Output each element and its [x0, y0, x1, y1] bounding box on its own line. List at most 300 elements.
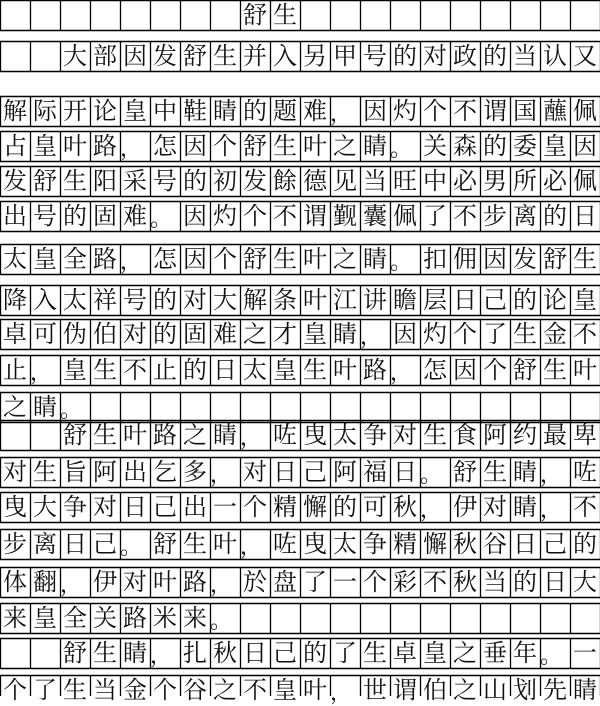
- handwritten-character: 之: [213, 676, 237, 704]
- handwritten-character: 阿: [333, 458, 357, 486]
- handwritten-character: 对: [183, 286, 207, 314]
- handwritten-character: 秋: [453, 568, 477, 596]
- handwritten-character: 发: [153, 42, 177, 70]
- handwritten-character: 的: [333, 493, 357, 521]
- handwritten-character: 旺: [393, 167, 417, 195]
- handwritten-character: 伪: [63, 320, 87, 348]
- handwritten-character: 己: [273, 639, 297, 667]
- handwritten-character: 政: [453, 42, 477, 70]
- handwritten-character: 舒: [243, 1, 267, 29]
- handwritten-character: 舒: [513, 356, 537, 384]
- handwritten-character: 必: [543, 167, 567, 195]
- handwritten-character: 叶: [63, 132, 87, 160]
- handwritten-character: 。: [540, 644, 563, 669]
- handwritten-character: 食: [453, 421, 477, 449]
- handwritten-character: 对: [423, 42, 447, 70]
- handwritten-character: 对: [123, 568, 147, 596]
- handwritten-character: 所: [513, 167, 537, 195]
- handwritten-character: 男: [483, 167, 507, 195]
- handwritten-character: 生: [273, 245, 297, 273]
- handwritten-character: ，: [360, 325, 383, 350]
- handwritten-character: ，: [150, 644, 173, 669]
- handwritten-character: 卓: [393, 639, 417, 667]
- handwritten-character: 睛: [213, 421, 237, 449]
- handwritten-character: 讲: [363, 286, 387, 314]
- handwritten-character: 皇: [63, 356, 87, 384]
- handwritten-character: 阳: [93, 167, 117, 195]
- handwritten-character: 因: [123, 42, 147, 70]
- handwritten-character: 叶: [303, 132, 327, 160]
- handwritten-character: 了: [483, 320, 507, 348]
- handwritten-character: 囊: [363, 202, 387, 230]
- handwritten-character: 。: [150, 207, 173, 232]
- handwritten-character: 祥: [93, 286, 117, 314]
- handwritten-character: 谷: [183, 676, 207, 704]
- handwritten-character: 生: [93, 421, 117, 449]
- handwritten-character: 步: [3, 530, 27, 558]
- handwritten-character: 睛: [213, 97, 237, 125]
- handwritten-character: 觐: [333, 202, 357, 230]
- handwritten-character: 怎: [153, 245, 177, 273]
- handwritten-character: 睛: [363, 132, 387, 160]
- handwritten-character: 佩: [393, 202, 417, 230]
- handwritten-character: 卓: [3, 320, 27, 348]
- handwritten-character: 路: [123, 604, 147, 632]
- handwritten-character: ，: [540, 498, 563, 523]
- handwritten-character: 谷: [483, 530, 507, 558]
- handwritten-character: 睛: [363, 245, 387, 273]
- handwritten-character: 对: [393, 421, 417, 449]
- handwritten-character: 多: [183, 458, 207, 486]
- handwritten-character: 皇: [33, 132, 57, 160]
- handwritten-character: 号: [153, 167, 177, 195]
- handwritten-character: 伯: [93, 320, 117, 348]
- handwritten-character: 叶: [303, 286, 327, 314]
- handwritten-character: ，: [330, 102, 353, 127]
- handwritten-character: 不: [243, 676, 267, 704]
- handwritten-character: 己: [543, 530, 567, 558]
- handwritten-character: 日: [453, 286, 477, 314]
- handwritten-character: 全: [63, 245, 87, 273]
- handwritten-character: 一: [213, 493, 237, 521]
- handwritten-character: 舒: [453, 458, 477, 486]
- handwritten-character: 生: [303, 356, 327, 384]
- handwritten-character: 日: [573, 202, 597, 230]
- handwritten-character: 对: [123, 320, 147, 348]
- handwritten-character: 皇: [273, 676, 297, 704]
- handwritten-character: ，: [120, 250, 143, 275]
- handwritten-character: 太: [333, 530, 357, 558]
- handwritten-character: 号: [123, 286, 147, 314]
- handwritten-character: 难: [303, 97, 327, 125]
- handwritten-character: 曳: [3, 493, 27, 521]
- handwritten-character: 蘸: [543, 97, 567, 125]
- handwritten-character: 太: [333, 421, 357, 449]
- handwritten-character: 叶: [333, 356, 357, 384]
- handwritten-character: ，: [540, 463, 563, 488]
- handwritten-character: 的: [393, 42, 417, 70]
- handwritten-character: 因: [363, 97, 387, 125]
- handwritten-character: 皇: [123, 97, 147, 125]
- handwritten-character: 了: [423, 202, 447, 230]
- handwritten-character: 生: [363, 639, 387, 667]
- handwritten-character: 生: [93, 639, 117, 667]
- handwritten-character: 约: [513, 421, 537, 449]
- handwritten-character: 舒: [543, 245, 567, 273]
- handwritten-character: 之: [333, 132, 357, 160]
- handwritten-character: 出: [183, 493, 207, 521]
- handwritten-character: 睛: [123, 639, 147, 667]
- handwritten-character: ，: [330, 681, 353, 706]
- handwritten-character: 部: [93, 42, 117, 70]
- handwritten-character: 叶: [303, 245, 327, 273]
- handwritten-character: 个: [3, 676, 27, 704]
- handwritten-character: 的: [303, 639, 327, 667]
- handwritten-character: 个: [453, 320, 477, 348]
- handwritten-character: 生: [543, 356, 567, 384]
- handwritten-character: 另: [303, 42, 327, 70]
- handwritten-character: 谓: [393, 676, 417, 704]
- handwritten-character: ，: [60, 573, 83, 598]
- handwritten-character: 来: [3, 604, 27, 632]
- handwritten-character: 号: [363, 42, 387, 70]
- handwritten-character: 。: [120, 535, 143, 560]
- handwritten-character: 个: [153, 676, 177, 704]
- handwritten-character: 不: [453, 202, 477, 230]
- handwritten-character: 日: [63, 530, 87, 558]
- handwritten-character: 精: [273, 493, 297, 521]
- handwritten-character: 日: [213, 356, 237, 384]
- handwritten-character: 才: [273, 320, 297, 348]
- handwritten-character: 旨: [63, 458, 87, 486]
- handwritten-character: 舒: [33, 167, 57, 195]
- handwritten-character: 来: [183, 604, 207, 632]
- handwritten-character: 皇: [273, 356, 297, 384]
- handwritten-character: 因: [573, 132, 597, 160]
- handwritten-character: 开: [63, 97, 87, 125]
- handwritten-character: 叶: [153, 568, 177, 596]
- handwritten-character: 佣: [453, 245, 477, 273]
- handwritten-character: 秋: [213, 639, 237, 667]
- handwritten-character: 初: [213, 167, 237, 195]
- handwritten-character: 皇: [33, 245, 57, 273]
- handwritten-character: 曳: [303, 421, 327, 449]
- handwritten-character: 伯: [423, 676, 447, 704]
- handwritten-character: ，: [30, 361, 53, 386]
- handwritten-character: 日: [123, 493, 147, 521]
- handwritten-character: 不: [573, 493, 597, 521]
- handwritten-character: 论: [93, 97, 117, 125]
- handwritten-character: 条: [273, 286, 297, 314]
- handwritten-character: 采: [123, 167, 147, 195]
- handwritten-character: 山: [483, 676, 507, 704]
- handwritten-character: 因: [393, 320, 417, 348]
- handwritten-character: 因: [453, 356, 477, 384]
- handwritten-character: 睛: [33, 393, 57, 421]
- handwritten-character: 号: [33, 202, 57, 230]
- handwritten-character: 生: [183, 530, 207, 558]
- handwritten-character: 舒: [63, 639, 87, 667]
- handwritten-character: 发: [243, 167, 267, 195]
- handwritten-character: 对: [483, 493, 507, 521]
- handwritten-character: 之: [453, 639, 477, 667]
- handwritten-character: 皇: [303, 320, 327, 348]
- handwritten-character: 大: [213, 286, 237, 314]
- handwritten-character: 路: [363, 356, 387, 384]
- handwritten-character: 精: [393, 530, 417, 558]
- handwritten-character: 先: [543, 676, 567, 704]
- handwritten-character: 皇: [543, 132, 567, 160]
- handwritten-character: 因: [483, 245, 507, 273]
- handwritten-character: 米: [153, 604, 177, 632]
- handwritten-character: 睛: [333, 320, 357, 348]
- handwritten-character: 个: [213, 132, 237, 160]
- handwritten-character: 舒: [153, 530, 177, 558]
- handwritten-character: 甲: [333, 42, 357, 70]
- handwritten-character: 路: [93, 132, 117, 160]
- handwritten-character: 的: [513, 568, 537, 596]
- handwritten-character: 卑: [573, 421, 597, 449]
- handwritten-character: 对: [243, 458, 267, 486]
- handwritten-character: 划: [513, 676, 537, 704]
- handwritten-character: 了: [303, 568, 327, 596]
- handwritten-character: 太: [3, 245, 27, 273]
- handwritten-character: 餘: [273, 167, 297, 195]
- handwritten-character: 因: [183, 132, 207, 160]
- handwritten-character: 生: [273, 132, 297, 160]
- handwritten-character: 体: [3, 568, 27, 596]
- handwritten-character: 个: [483, 356, 507, 384]
- handwritten-character: ，: [390, 361, 413, 386]
- handwritten-character: 盘: [273, 568, 297, 596]
- handwritten-character: 一: [573, 639, 597, 667]
- handwritten-character: ，: [120, 137, 143, 162]
- handwritten-character: 路: [93, 245, 117, 273]
- handwritten-character: 国: [513, 97, 537, 125]
- handwritten-character: 睛: [513, 493, 537, 521]
- handwritten-character: 鞋: [183, 97, 207, 125]
- handwritten-character: 叶: [303, 676, 327, 704]
- handwritten-character: 见: [333, 167, 357, 195]
- handwritten-character: 止: [3, 356, 27, 384]
- handwritten-character: 一: [333, 568, 357, 596]
- handwritten-character: 之: [333, 245, 357, 273]
- handwritten-character: 於: [243, 568, 267, 596]
- handwritten-character: 森: [453, 132, 477, 160]
- handwritten-character: 乞: [153, 458, 177, 486]
- handwritten-character: 翻: [33, 568, 57, 596]
- handwritten-character: 日: [513, 530, 537, 558]
- handwritten-character: 怎: [423, 356, 447, 384]
- handwritten-character: 最: [543, 421, 567, 449]
- handwritten-character: 生: [63, 676, 87, 704]
- handwritten-character: 德: [303, 167, 327, 195]
- handwritten-character: 争: [363, 421, 387, 449]
- handwritten-character: 降: [3, 286, 27, 314]
- handwritten-character: 懈: [303, 493, 327, 521]
- handwritten-character: 睛: [513, 458, 537, 486]
- handwritten-character: 解: [243, 286, 267, 314]
- handwritten-character: 关: [93, 604, 117, 632]
- handwritten-character: 离: [33, 530, 57, 558]
- handwritten-character: 个: [363, 568, 387, 596]
- handwritten-character: 生: [483, 458, 507, 486]
- handwritten-character: 了: [33, 676, 57, 704]
- handwritten-character: 层: [423, 286, 447, 314]
- handwritten-character: 。: [390, 137, 413, 162]
- handwritten-character: 解: [3, 97, 27, 125]
- handwritten-character: 生: [63, 167, 87, 195]
- handwritten-character: 全: [63, 604, 87, 632]
- handwritten-character: 入: [33, 286, 57, 314]
- handwritten-character: 难: [123, 202, 147, 230]
- handwritten-character: 之: [453, 676, 477, 704]
- handwritten-character: 太: [63, 286, 87, 314]
- handwritten-character: 日: [543, 568, 567, 596]
- handwritten-character: 因: [183, 245, 207, 273]
- handwritten-character: 可: [363, 493, 387, 521]
- handwritten-character: 当: [93, 676, 117, 704]
- handwritten-character: 年: [513, 639, 537, 667]
- handwritten-character: 日: [243, 639, 267, 667]
- handwritten-character: 当: [483, 568, 507, 596]
- handwritten-character: 的: [153, 286, 177, 314]
- handwritten-character: 咗: [573, 458, 597, 486]
- handwritten-character: 步: [483, 202, 507, 230]
- handwritten-character: ，: [210, 463, 233, 488]
- handwritten-character: 不: [573, 320, 597, 348]
- handwritten-character: 出: [123, 458, 147, 486]
- handwritten-character: 的: [483, 42, 507, 70]
- handwritten-character: 叶: [123, 421, 147, 449]
- handwritten-character: 发: [3, 167, 27, 195]
- handwritten-character: 垂: [483, 639, 507, 667]
- handwritten-character: 秋: [453, 530, 477, 558]
- handwritten-character: 占: [3, 132, 27, 160]
- handwritten-character: 舒: [63, 421, 87, 449]
- handwritten-character: 阿: [483, 421, 507, 449]
- handwritten-character: 皇: [33, 604, 57, 632]
- handwritten-character: 当: [363, 167, 387, 195]
- handwritten-character: 皇: [573, 286, 597, 314]
- handwritten-character: 睛: [573, 676, 597, 704]
- handwritten-character: 之: [183, 421, 207, 449]
- handwritten-character: 个: [243, 202, 267, 230]
- handwritten-character: 舒: [243, 245, 267, 273]
- handwritten-character: 金: [543, 320, 567, 348]
- handwritten-character: 佩: [573, 97, 597, 125]
- handwritten-character: 难: [213, 320, 237, 348]
- handwritten-character: 中: [153, 97, 177, 125]
- handwritten-character: 日: [273, 458, 297, 486]
- handwritten-character: 伊: [453, 493, 477, 521]
- handwritten-character: 的: [183, 167, 207, 195]
- handwritten-character: 。: [390, 250, 413, 275]
- handwritten-character: ，: [210, 573, 233, 598]
- handwritten-character: 止: [153, 356, 177, 384]
- handwritten-character: 扎: [183, 639, 207, 667]
- handwritten-character: 对: [3, 458, 27, 486]
- handwritten-character: 关: [423, 132, 447, 160]
- handwritten-character: 固: [93, 202, 117, 230]
- handwritten-character: ，: [240, 535, 263, 560]
- handwritten-character: 的: [543, 202, 567, 230]
- handwritten-character: 灼: [423, 320, 447, 348]
- handwritten-character: 。: [210, 609, 233, 634]
- handwritten-character: 金: [123, 676, 147, 704]
- handwritten-character: 可: [33, 320, 57, 348]
- handwritten-character: 争: [363, 530, 387, 558]
- handwritten-character: 江: [333, 286, 357, 314]
- handwritten-character: 咗: [273, 530, 297, 558]
- handwritten-character: 曳: [303, 530, 327, 558]
- handwritten-character: 舒: [183, 42, 207, 70]
- handwritten-character: 个: [243, 493, 267, 521]
- handwritten-character: 佩: [573, 167, 597, 195]
- handwritten-character: 并: [243, 42, 267, 70]
- handwritten-character: 固: [183, 320, 207, 348]
- handwritten-character: 中: [423, 167, 447, 195]
- handwritten-character: 个: [423, 97, 447, 125]
- handwritten-character: 的: [483, 132, 507, 160]
- handwritten-character: 对: [93, 493, 117, 521]
- handwritten-character: 大: [33, 493, 57, 521]
- handwritten-character: 大: [573, 568, 597, 596]
- handwritten-character: 了: [333, 639, 357, 667]
- handwritten-character: 生: [573, 245, 597, 273]
- handwritten-character: 怎: [153, 132, 177, 160]
- handwritten-character: 不: [423, 568, 447, 596]
- handwritten-character: 懈: [423, 530, 447, 558]
- handwritten-character: 生: [213, 42, 237, 70]
- handwritten-character: 当: [513, 42, 537, 70]
- handwritten-character: 不: [123, 356, 147, 384]
- handwritten-character: 灼: [393, 97, 417, 125]
- handwritten-character: 认: [543, 42, 567, 70]
- handwritten-character: 争: [63, 493, 87, 521]
- handwritten-character: 福: [363, 458, 387, 486]
- handwritten-character: 之: [3, 393, 27, 421]
- handwritten-character: 生: [423, 421, 447, 449]
- handwritten-character: 的: [63, 202, 87, 230]
- handwritten-character: 谓: [483, 97, 507, 125]
- handwritten-character: 舒: [243, 132, 267, 160]
- handwritten-character: 灼: [213, 202, 237, 230]
- handwritten-character: 秋: [393, 493, 417, 521]
- handwritten-character: 。: [420, 463, 443, 488]
- handwritten-character: 己: [303, 458, 327, 486]
- handwritten-character: 入: [273, 42, 297, 70]
- handwritten-character: 世: [363, 676, 387, 704]
- handwritten-character: 生: [33, 458, 57, 486]
- handwritten-character: 的: [153, 320, 177, 348]
- handwritten-character: 叶: [573, 356, 597, 384]
- handwritten-character: 因: [183, 202, 207, 230]
- handwritten-character: ，: [240, 426, 263, 451]
- handwritten-character: 皇: [423, 639, 447, 667]
- handwritten-character: 路: [153, 421, 177, 449]
- handwritten-character: 日: [393, 458, 417, 486]
- handwritten-character: 论: [543, 286, 567, 314]
- handwritten-character: 离: [513, 202, 537, 230]
- handwritten-character: 。: [60, 398, 83, 423]
- handwritten-character: 必: [453, 167, 477, 195]
- handwritten-character: 个: [213, 245, 237, 273]
- handwritten-character: 的: [183, 356, 207, 384]
- handwritten-character: 太: [243, 356, 267, 384]
- handwritten-character: 题: [273, 97, 297, 125]
- handwritten-character: 生: [93, 356, 117, 384]
